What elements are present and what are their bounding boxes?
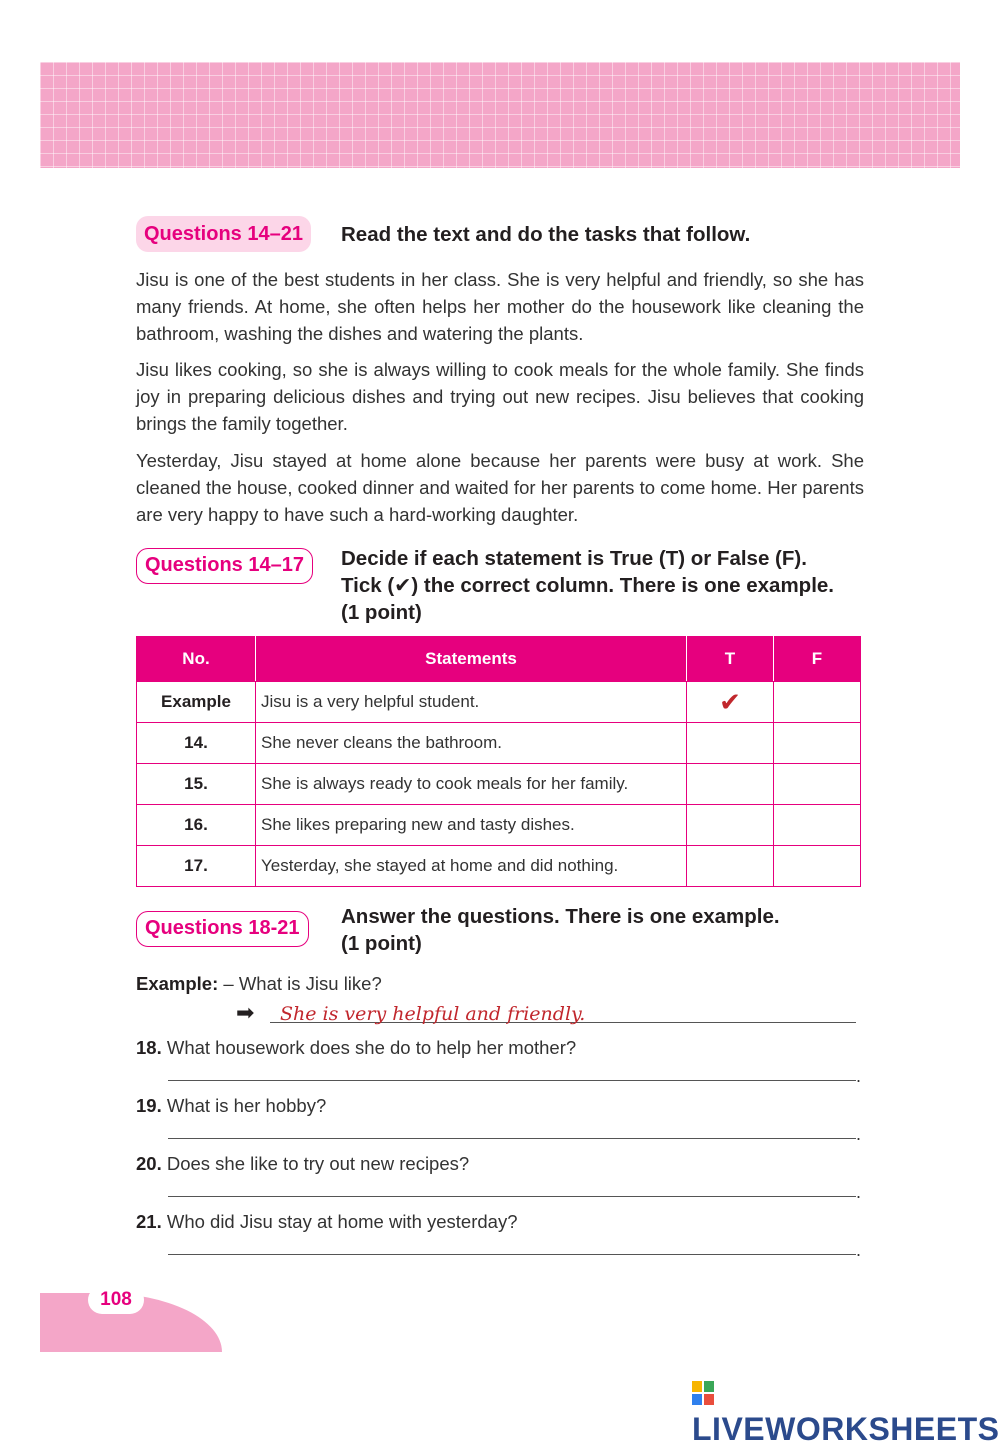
true-false-table xyxy=(136,636,861,887)
section3-instruction-line-1: Answer the questions. There is one example. xyxy=(341,905,780,928)
example-label: Example: xyxy=(136,973,219,994)
question-21 xyxy=(136,1211,518,1233)
answer-line-18[interactable] xyxy=(168,1080,856,1081)
question-text: Does she like to try out new recipes? xyxy=(166,1153,470,1174)
row-statement: She is always ready to cook meals for her family. xyxy=(256,764,687,805)
header-false: F xyxy=(774,637,861,682)
header-banner xyxy=(40,62,960,168)
brand-name: LIVEWORKSHEETS xyxy=(692,1411,1000,1447)
true-cell[interactable] xyxy=(687,764,774,805)
section2-instruction-line-2: Tick (✔) the correct column. There is one example. xyxy=(341,574,835,597)
true-cell[interactable] xyxy=(687,846,774,887)
section1-instruction: Read the text and do the tasks that follow. xyxy=(341,223,751,246)
false-cell[interactable] xyxy=(774,723,861,764)
paragraph-1: Jisu is one of the best students in her class. She is very helpful and friendly, so she has many friends. At home, she often helps her mother do the housework like cleaning the bathroom, washing the dishes and watering the plants. xyxy=(136,269,864,344)
table-row xyxy=(137,846,861,887)
row-number: 15. xyxy=(137,764,256,805)
table-row xyxy=(137,764,861,805)
arrow-right-icon: ➡ xyxy=(236,1000,255,1025)
row-statement: Yesterday, she stayed at home and did nothing. xyxy=(256,846,687,887)
header-true: T xyxy=(687,637,774,682)
liveworksheets-logo-icon xyxy=(692,1381,714,1405)
question-number: 18. xyxy=(136,1037,162,1058)
question-text: What is her hobby? xyxy=(166,1095,327,1116)
row-statement: She likes preparing new and tasty dishes. xyxy=(256,805,687,846)
false-cell[interactable] xyxy=(774,805,861,846)
question-number: 19. xyxy=(136,1095,162,1116)
header-no: No. xyxy=(137,637,256,682)
row-number: 14. xyxy=(137,723,256,764)
example-answer: She is very helpful and friendly. xyxy=(280,1003,586,1025)
answer-line-21[interactable] xyxy=(168,1254,856,1255)
line-end-dot: . xyxy=(856,1066,862,1086)
question-text: Who did Jisu stay at home with yesterday? xyxy=(166,1211,518,1232)
true-cell[interactable] xyxy=(687,723,774,764)
liveworksheets-logo xyxy=(692,1374,1000,1448)
section2-instruction-line-1: Decide if each statement is True (T) or False (F). xyxy=(341,547,807,570)
question-20 xyxy=(136,1153,469,1175)
line-end-dot: . xyxy=(856,1124,862,1144)
row-statement: Jisu is a very helpful student. xyxy=(256,682,687,723)
questions-14-21-badge: Questions 14–21 xyxy=(136,216,311,252)
answer-line-19[interactable] xyxy=(168,1138,856,1139)
table-row xyxy=(137,723,861,764)
question-18 xyxy=(136,1037,576,1059)
paragraph-2: Jisu likes cooking, so she is always willing to cook meals for the whole family. She finds joy in preparing delicious dishes and trying out new recipes. Jisu believes that cooking brings the family together. xyxy=(136,359,864,434)
answer-line-20[interactable] xyxy=(168,1196,856,1197)
example-question xyxy=(136,973,382,995)
question-number: 20. xyxy=(136,1153,162,1174)
questions-14-17-badge: Questions 14–17 xyxy=(136,548,313,584)
questions-18-21-badge: Questions 18-21 xyxy=(136,911,309,947)
row-number: 16. xyxy=(137,805,256,846)
question-text: What housework does she do to help her mother? xyxy=(166,1037,577,1058)
page-number: 108 xyxy=(88,1286,144,1314)
table-header-row xyxy=(137,637,861,682)
line-end-dot: . xyxy=(856,1240,862,1260)
row-number: Example xyxy=(137,682,256,723)
header-statements: Statements xyxy=(256,637,687,682)
example-question-text: – What is Jisu like? xyxy=(223,973,382,994)
line-end-dot: . xyxy=(856,1182,862,1202)
false-cell[interactable] xyxy=(774,682,861,723)
paragraph-3: Yesterday, Jisu stayed at home alone because her parents were busy at work. She cleaned the house, cooked dinner and waited for her parents to come home. Her parents are very happy to have such a hard-working daughter. xyxy=(136,450,864,525)
true-cell[interactable] xyxy=(687,805,774,846)
table-row xyxy=(137,805,861,846)
table-row xyxy=(137,682,861,723)
row-number: 17. xyxy=(137,846,256,887)
false-cell[interactable] xyxy=(774,764,861,805)
true-cell[interactable]: ✔ xyxy=(687,682,774,723)
row-statement: She never cleans the bathroom. xyxy=(256,723,687,764)
question-number: 21. xyxy=(136,1211,162,1232)
section3-instruction-line-2: (1 point) xyxy=(341,932,422,955)
section2-instruction-line-3: (1 point) xyxy=(341,601,422,624)
question-19 xyxy=(136,1095,326,1117)
false-cell[interactable] xyxy=(774,846,861,887)
